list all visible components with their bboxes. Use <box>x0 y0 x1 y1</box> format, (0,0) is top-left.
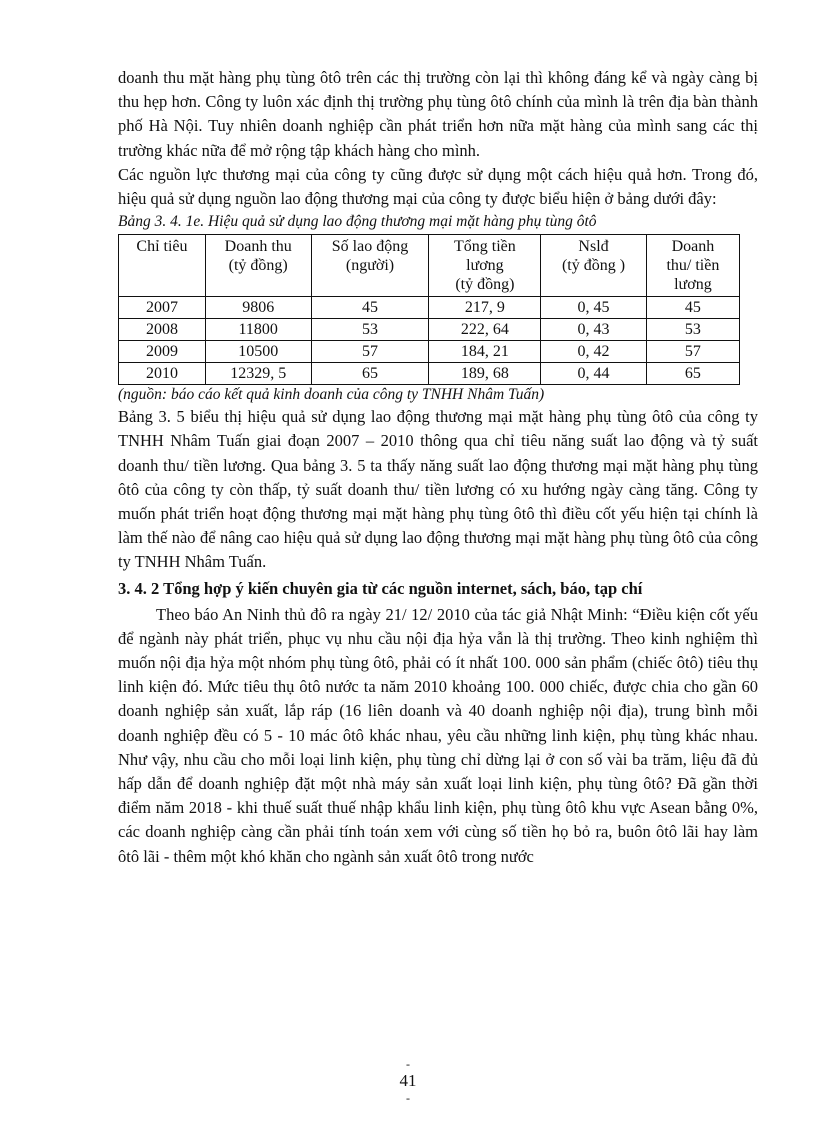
table-cell: 57 <box>311 341 429 363</box>
table-source-note: (nguồn: báo cáo kết quả kinh doanh của công ty TNHH Nhâm Tuấn) <box>118 386 545 404</box>
table-cell: 53 <box>646 319 739 341</box>
page-number: 41 <box>399 1071 417 1090</box>
header-so-lao-dong: Số lao động (người) <box>311 235 429 297</box>
table-row <box>119 297 740 319</box>
paragraph-resources: Các nguồn lực thương mại của công ty cũng được sử dụng một cách hiệu quả hơn. Trong đó, hiệu quả sử dụng nguồn lao động thương mại của công ty được biểu hiện ở bảng dưới đây: <box>118 164 758 209</box>
table-row <box>119 341 740 363</box>
table-row <box>119 319 740 341</box>
table-cell: 12329, 5 <box>205 363 311 385</box>
header-tong-tien-luong: Tổng tiền lương (tỷ đồng) <box>429 235 541 297</box>
table-cell: 65 <box>646 363 739 385</box>
table-cell: 2008 <box>119 319 206 341</box>
header-doanh-thu: Doanh thu (tỷ đồng) <box>205 235 311 297</box>
table-cell: 45 <box>311 297 429 319</box>
header-chi-tieu: Chỉ tiêu <box>119 235 206 297</box>
section-heading: 3. 4. 2 Tổng hợp ý kiến chuyên gia từ các nguồn internet, sách, báo, tạp chí <box>118 578 643 598</box>
table-cell: 222, 64 <box>429 319 541 341</box>
table-cell: 10500 <box>205 341 311 363</box>
table-row <box>119 363 740 385</box>
document-page <box>118 66 758 869</box>
labor-efficiency-table <box>118 234 740 385</box>
table-cell: 2007 <box>119 297 206 319</box>
table-cell: 11800 <box>205 319 311 341</box>
table-cell: 9806 <box>205 297 311 319</box>
table-cell: 217, 9 <box>429 297 541 319</box>
table-header-row <box>119 235 740 297</box>
paragraph-intro: doanh thu mặt hàng phụ tùng ôtô trên các thị trường còn lại thì không đáng kể và ngày càng bị thu hẹp hơn. Công ty luôn xác định thị trường phụ tùng ôtô chính của mình là trên địa bàn thành phố Hà Nội. Tuy nhiên doanh nghiệp cần phát triển hơn nữa mặt hàng của mình sang các thị trường khác nữa để mở rộng tập khách hàng cho mình. <box>118 68 758 160</box>
footer-dash-top: - <box>406 1057 410 1071</box>
table-cell: 0, 44 <box>541 363 647 385</box>
footer-dash-bottom: - <box>406 1091 410 1105</box>
table-caption: Bảng 3. 4. 1e. Hiệu quả sử dụng lao động thương mại mặt hàng phụ tùng ôtô <box>118 213 597 231</box>
table-cell: 0, 43 <box>541 319 647 341</box>
table-cell: 2010 <box>119 363 206 385</box>
table-cell: 65 <box>311 363 429 385</box>
page-footer <box>0 1058 816 1104</box>
paragraph-expert-opinion: Theo báo An Ninh thủ đô ra ngày 21/ 12/ 2010 của tác giả Nhật Minh: “Điều kiện cốt yếu để ngành này phát triển, phục vụ nhu cầu nội địa hỷa vẫn là thị trường. Theo kinh nghiệm thì muốn nội địa hỷa một nhóm phụ tùng ôtô, phải có ít nhất 100. 000 sản phẩm (chiếc ôtô) tiêu thụ linh kiện đó. Mức tiêu thụ ôtô nước ta năm 2010 khoảng 100. 000 chiếc, được chia cho gần 60 doanh nghiệp sản xuất, lắp ráp (16 liên doanh và 40 doanh nghiệp nội địa), trung bình mỗi doanh nghiệp đều có 5 - 10 mác ôtô khác nhau, yêu cầu những linh kiện, phụ tùng khác nhau. Như vậy, nhu cầu cho mỗi loại linh kiện, phụ tùng chỉ dừng lại ở con số vài ba trăm, liệu đã đủ hấp dẫn để doanh nghiệp đặt một nhà máy sản xuất loại linh kiện, phụ tùng ôtô? Đã gần thời điểm năm 2018 - khi thuế suất thuế nhập khẩu linh kiện, phụ tùng ôtô khu vực Asean bằng 0%, các doanh nghiệp càng cần phải tính toán xem với cùng số tiền họ bỏ ra, buôn ôtô lãi hay làm ôtô lãi - thêm một khó khăn cho ngành sản xuất ôtô trong nước <box>118 604 758 866</box>
table-cell: 53 <box>311 319 429 341</box>
table-cell: 0, 45 <box>541 297 647 319</box>
paragraph-analysis: Bảng 3. 5 biểu thị hiệu quả sử dụng lao động thương mại mặt hàng phụ tùng ôtô của công ty TNHH Nhâm Tuấn giai đoạn 2007 – 2010 thông qua chỉ tiêu năng suất lao động và tỷ suất doanh thu/ tiền lương. Qua bảng 3. 5 ta thấy năng suất lao động thương mại mặt hàng phụ tùng ôtô của công ty còn thấp, tỷ suất doanh thu/ tiền lương có xu hướng ngày càng tăng. Công ty muốn phát triển hoạt động thương mại mặt hàng phụ tùng ôtô thì điều cốt yếu hiện tại chính là làm thế nào để nâng cao hiệu quả sử dụng lao động thương mại mặt hàng phụ tùng ôtô của công ty TNHH Nhâm Tuấn. <box>118 407 758 572</box>
table-cell: 0, 42 <box>541 341 647 363</box>
table-cell: 57 <box>646 341 739 363</box>
table-cell: 2009 <box>119 341 206 363</box>
table-cell: 189, 68 <box>429 363 541 385</box>
table-cell: 184, 21 <box>429 341 541 363</box>
header-doanh-thu-tien-luong: Doanh thu/ tiền lương <box>646 235 739 297</box>
table-cell: 45 <box>646 297 739 319</box>
header-nsld: Nslđ (tỷ đồng ) <box>541 235 647 297</box>
